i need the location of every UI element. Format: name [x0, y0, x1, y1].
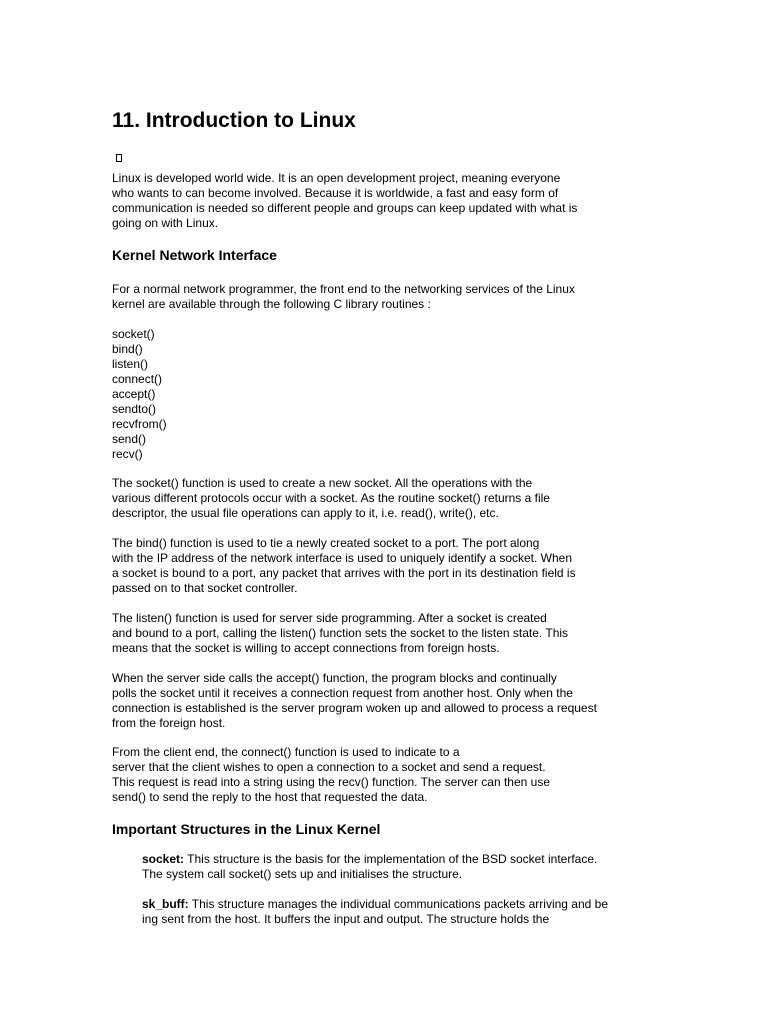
missing-glyph-icon [116, 154, 122, 162]
routine-item: bind() [112, 342, 143, 356]
page-title: 11. Introduction to Linux [112, 109, 356, 132]
listen-function-paragraph: The listen() function is used for server side programming. After a socket is created and bound to a port, calling the listen() function sets the socket to the listen state. This means that the socket is willing to accept connections from foreign hosts. [112, 611, 569, 655]
socket-structure-description: This structure is the basis for the implementation of the BSD socket interface. The system call socket() sets up and initialises the structure. [142, 852, 598, 881]
socket-structure-term: socket: [142, 852, 185, 866]
c-library-routines-list [112, 327, 167, 462]
socket-structure-entry [142, 852, 597, 882]
skbuff-structure-description: This structure manages the individual communications packets arriving and be ing sent from the host. It buffers the input and output. The structure holds the [142, 897, 608, 926]
routine-item: recv() [112, 447, 143, 461]
routine-item: accept() [112, 387, 156, 401]
section-heading-important-structures: Important Structures in the Linux Kernel [112, 821, 381, 837]
routines-lead-paragraph: For a normal network programmer, the front end to the networking services of the Linux kernel are available through the following C library routines : [112, 282, 575, 311]
socket-function-paragraph: The socket() function is used to create a new socket. All the operations with the various different protocols occur with a socket. As the routine socket() returns a file descriptor, the usual file operations can apply to it, i.e. read(), write(), etc. [112, 476, 550, 520]
intro-paragraph: Linux is developed world wide. It is an open development project, meaning everyone who wants to can become involved. Because it is worldwide, a fast and easy form of communication is needed so different people and groups can keep updated with what is going on with Linux. [112, 171, 578, 230]
connect-function-paragraph: From the client end, the connect() function is used to indicate to a server that the client wishes to open a connection to a socket and send a request. This request is read into a string using the recv() function. The server can then use send() to send the reply to the host that requested the data. [112, 745, 550, 804]
routine-item: connect() [112, 372, 163, 386]
accept-function-paragraph: When the server side calls the accept() function, the program blocks and continually polls the socket until it receives a connection request from another host. Only when the connection is established is the server program woken up and allowed to process a request from the foreign host. [112, 671, 597, 730]
skbuff-structure-entry [142, 897, 608, 927]
routine-item: listen() [112, 357, 149, 371]
bind-function-paragraph: The bind() function is used to tie a newly created socket to a port. The port along with the IP address of the network interface is used to uniquely identify a socket. When a socket is bound to a port, any packet that arrives with the port in its destination field is passed on to that socket controller. [112, 536, 576, 595]
routine-item: recvfrom() [112, 417, 167, 431]
routine-item: send() [112, 432, 147, 446]
routine-item: socket() [112, 327, 155, 341]
section-heading-kernel-network-interface: Kernel Network Interface [112, 247, 277, 263]
routine-item: sendto() [112, 402, 157, 416]
skbuff-structure-term: sk_buff: [142, 897, 189, 911]
